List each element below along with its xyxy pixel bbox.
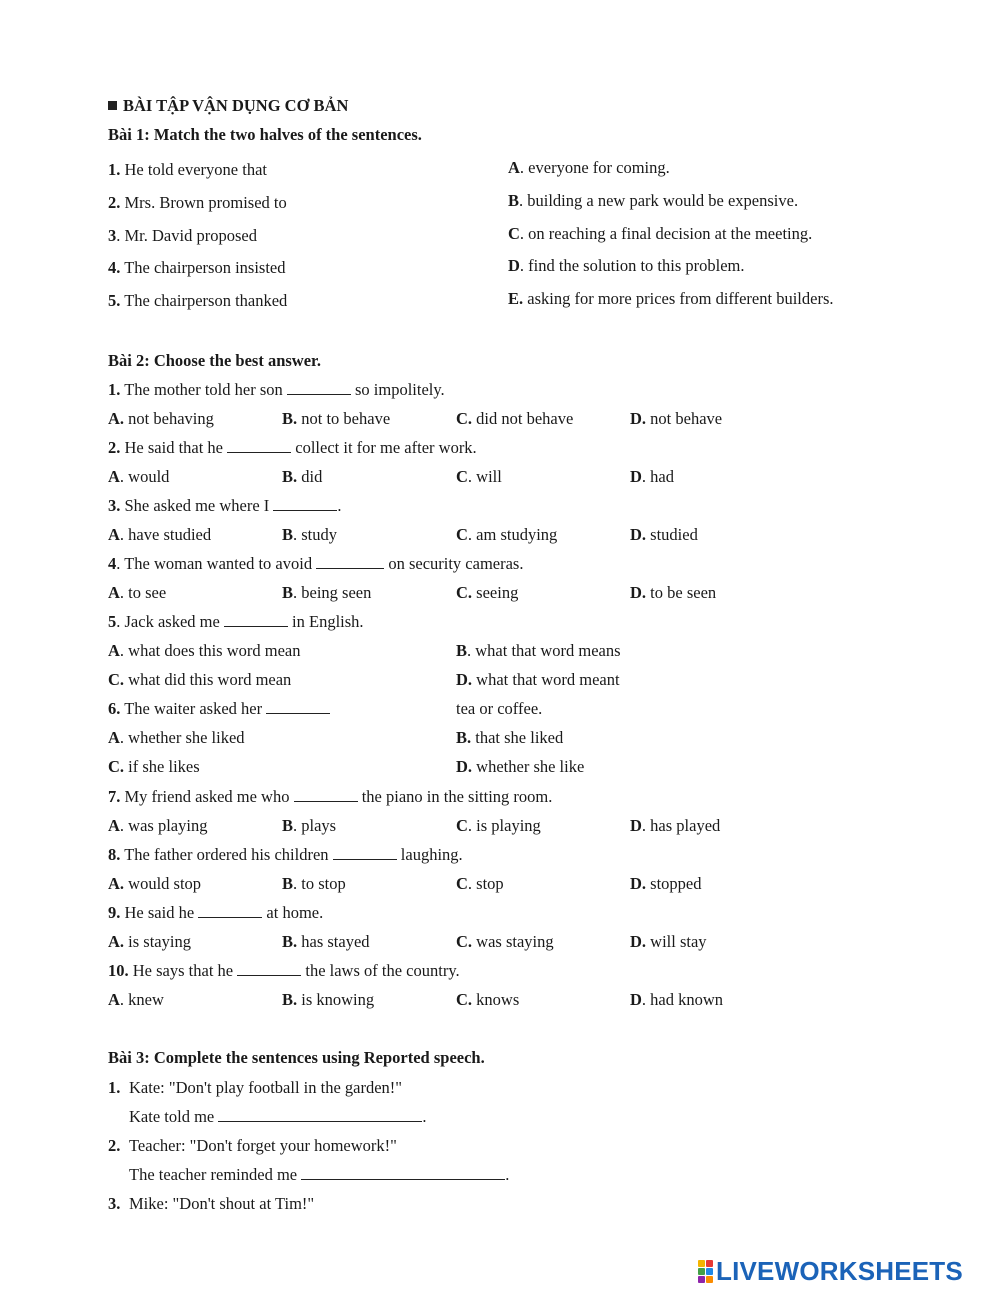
option-b: B. is knowing <box>282 990 375 1009</box>
option-b: B. has stayed <box>282 932 370 951</box>
option-d: D. will stay <box>630 932 707 951</box>
option-b: B. to stop <box>282 874 346 893</box>
bai1-right-item: B. building a new park would be expensive. <box>508 191 799 210</box>
option-c: C. is playing <box>456 816 541 835</box>
option-a: A. was playing <box>108 816 208 835</box>
option-c: C. am studying <box>456 525 558 544</box>
bai3-number: 3. <box>108 1194 121 1213</box>
option-b: B. did <box>282 467 323 486</box>
question: 6. The waiter asked her <box>108 699 330 719</box>
option-c: C. seeing <box>456 583 519 602</box>
option-c: C. what did this word mean <box>108 670 292 689</box>
option-a: A. is staying <box>108 932 191 951</box>
answer-blank[interactable] <box>266 699 330 714</box>
option-d: D. stopped <box>630 874 702 893</box>
answer-blank[interactable] <box>237 961 301 976</box>
option-b: B. study <box>282 525 338 544</box>
answer-blank[interactable] <box>301 1165 505 1180</box>
square-bullet-icon <box>108 101 117 110</box>
question: 10. He says that he the laws of the country. <box>108 961 460 980</box>
option-c: C. was staying <box>456 932 554 951</box>
bai3-number: 1. <box>108 1078 121 1097</box>
bai2-title: Bài 2: Choose the best answer. <box>108 351 321 370</box>
bai3-answer-line: The teacher reminded me . <box>129 1165 510 1184</box>
option-d: D. whether she like <box>456 757 585 776</box>
option-d: D. had known <box>630 990 724 1009</box>
answer-blank[interactable] <box>224 612 288 627</box>
question: 8. The father ordered his children laughing. <box>108 845 463 864</box>
bai1-left-item: 5. The chairperson thanked <box>108 291 288 310</box>
liveworksheets-logo <box>698 1256 994 1286</box>
option-b: B. what that word means <box>456 641 621 660</box>
question-continuation: tea or coffee. <box>456 699 543 718</box>
option-a: A. knew <box>108 990 164 1009</box>
option-a: A. whether she liked <box>108 728 245 747</box>
option-c: C. stop <box>456 874 504 893</box>
bai1-right-item: C. on reaching a final decision at the meeting. <box>508 224 813 243</box>
bai3-quote: Teacher: "Don't forget your homework!" <box>129 1136 397 1155</box>
answer-blank[interactable] <box>218 1107 422 1122</box>
option-d: D. studied <box>630 525 698 544</box>
option-a: A. to see <box>108 583 167 602</box>
option-b: B. being seen <box>282 583 372 602</box>
question: 9. He said he at home. <box>108 903 324 922</box>
answer-blank[interactable] <box>294 787 358 802</box>
answer-blank[interactable] <box>273 496 337 511</box>
option-a: A. would <box>108 467 170 486</box>
option-c: C. will <box>456 467 502 486</box>
option-a: A. what does this word mean <box>108 641 301 660</box>
option-b: B. plays <box>282 816 337 835</box>
bai3-title: Bài 3: Complete the sentences using Reported speech. <box>108 1048 485 1067</box>
option-c: C. did not behave <box>456 409 574 428</box>
bai1-left-item: 4. The chairperson insisted <box>108 258 286 277</box>
option-d: D. to be seen <box>630 583 717 602</box>
option-d: D. has played <box>630 816 721 835</box>
question: 3. She asked me where I . <box>108 496 342 515</box>
bai1-left-item: 2. Mrs. Brown promised to <box>108 193 287 212</box>
liveworksheets-mark-icon <box>698 1260 713 1283</box>
option-a: A. not behaving <box>108 409 214 428</box>
bai1-right-item: A. everyone for coming. <box>508 158 670 177</box>
question: 4. The woman wanted to avoid on security cameras. <box>108 554 524 573</box>
answer-blank[interactable] <box>333 845 397 860</box>
bai3-number: 2. <box>108 1136 121 1155</box>
logo-text: LIVEWORKSHEETS <box>716 1255 963 1286</box>
bai1-right-item: E. asking for more prices from different builders. <box>508 289 834 308</box>
bai3-answer-line: Kate told me . <box>129 1107 427 1126</box>
question: 5. Jack asked me in English. <box>108 612 364 631</box>
bai1-left-item: 1. He told everyone that <box>108 160 267 179</box>
option-d: D. not behave <box>630 409 723 428</box>
answer-blank[interactable] <box>227 438 291 453</box>
bai1-left-item: 3. Mr. David proposed <box>108 226 257 245</box>
question: 7. My friend asked me who the piano in the sitting room. <box>108 787 553 806</box>
answer-blank[interactable] <box>287 380 351 395</box>
bai1-title: Bài 1: Match the two halves of the sentences. <box>108 125 422 144</box>
question: 2. He said that he collect it for me after work. <box>108 438 477 457</box>
bai1-right-item: D. find the solution to this problem. <box>508 256 745 275</box>
bai3-quote: Kate: "Don't play football in the garden!" <box>129 1078 403 1097</box>
option-c: C. if she likes <box>108 757 200 776</box>
section-heading: BÀI TẬP VẬN DỤNG CƠ BẢN <box>108 96 348 116</box>
option-a: A. have studied <box>108 525 212 544</box>
answer-blank[interactable] <box>198 903 262 918</box>
option-b: B. that she liked <box>456 728 564 747</box>
option-d: D. had <box>630 467 674 486</box>
question: 1. The mother told her son so impolitely. <box>108 380 445 399</box>
option-d: D. what that word meant <box>456 670 620 689</box>
answer-blank[interactable] <box>316 554 384 569</box>
bai3-quote: Mike: "Don't shout at Tim!" <box>129 1194 315 1213</box>
option-c: C. knows <box>456 990 520 1009</box>
option-a: A. would stop <box>108 874 202 893</box>
option-b: B. not to behave <box>282 409 391 428</box>
